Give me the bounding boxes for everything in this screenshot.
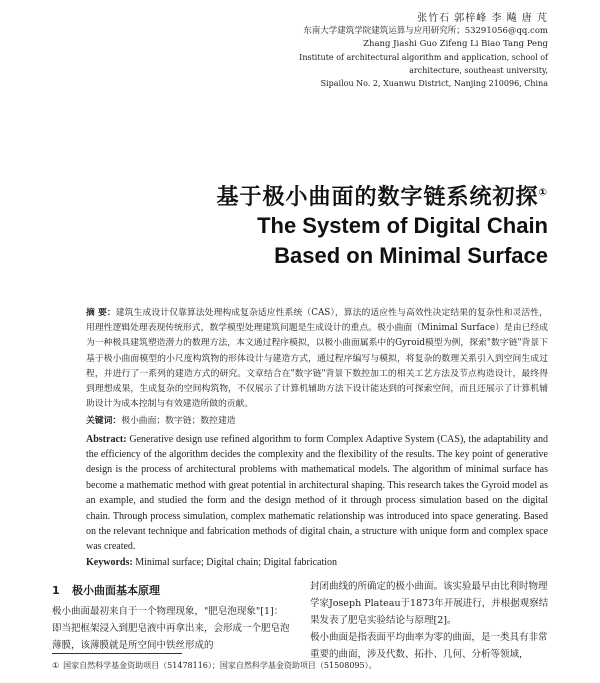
- body-paragraph-left: 极小曲面最初来自于一个物理现象，"肥皂泡现象"[1]：即当把框架浸入到肥皂液中再拿出来，会形成一个肥皂泡薄膜，该薄膜就是所空间中铁丝形成的: [52, 606, 290, 651]
- footnote: [52, 660, 552, 672]
- title-footnote-mark: ①: [538, 187, 548, 199]
- section-heading: [52, 582, 292, 599]
- keywords-en-label: Keywords:: [86, 556, 133, 568]
- footnote-rule: [52, 653, 182, 654]
- keywords-en: [86, 555, 548, 570]
- author-affiliation-en: Institute of architectural algorithm and application, school of architecture, southeast university,: [299, 53, 548, 75]
- abstract-en-text: Generative design use refined algorithm to form Complex Adaptive System (CAS), the adaptability and the efficiency of the algorithm decides the complexity and the flexibility of the results. The key point of generative design is the process of architectural problems with mathematical models. The algorithm of minimal surface has become a mathematic method with great potential in architectural shaping. This research takes the Gyroid model as an example, and studied the form and the design method of it through process simulation based on the digital chain. Through process simulation, complex mathematic relationship was introduced into space generating. Based on the relevant technique and fabrication methods of digital chain, a structure with unique form and complex space was created.: [86, 433, 548, 553]
- author-address-en: Sipailou No. 2, Xuanwu District, Nanjing 210096, China: [320, 79, 548, 88]
- abstract-cn-label: 摘 要：: [86, 308, 116, 318]
- keywords-cn-text: 极小曲面；数字链；数控建造: [121, 416, 236, 427]
- body-paragraph-right-1: 封闭曲线的所确定的极小曲面。该实验最早由比利时物理学家Joseph Plateau于1873年开展进行，并根据观察结果发表了肥皂实验结论与原理[2]。: [310, 581, 549, 626]
- footnote-mark: ①: [52, 661, 60, 670]
- author-affiliation-cn: 东南大学建筑学院建筑运算与应用研究所；53291056@qq.com: [303, 26, 548, 36]
- body-paragraph-right-2: 极小曲面是指表面平均曲率为零的曲面，是一类具有非常重要的曲面，涉及代数、拓扑、几何、分析等领域，: [310, 632, 548, 660]
- abstract-block: [86, 306, 548, 570]
- body-column-left: [52, 582, 292, 654]
- abstract-cn-text: 建筑生成设计仅靠算法处理构成复杂适应性系统（CAS），算法的适应性与高效性决定结果的复杂性和灵活性，用理性逻辑处理表现传统形式，数学模型处理建筑问题是生成设计的重点。极小曲面（Minimal Surface）是由已经成为一种极具建筑塑造潜力的数理方法，本文通过程序模拟，以极小曲面属系中的Gyroid模型为例，探索"数字链"背景下基于极小曲面模型的小尺度构筑物的形体设计与建造方式，通过程序编写与模拟，将复杂的数理关系引入到空间生成过程，并进行了一系列的建造方式的研究。文章结合在"数字链"背景下数控加工的相关工艺方法及节点构造设计，最终得到理想成果，生成复杂的空间构筑物，不仅展示了计算机辅助方法下设计能达到的可探索空间，而且还展示了计算机辅助设计为成本控制与有效建造所做的贡献。: [86, 308, 548, 410]
- author-block: [248, 12, 548, 90]
- author-names-cn: 张竹石 郭梓峰 李 飚 唐 芃: [417, 13, 548, 24]
- title-cn: 基于极小曲面的数字链系统初探①: [216, 185, 548, 210]
- abstract-cn: [86, 306, 548, 412]
- abstract-en-label: Abstract:: [86, 433, 127, 445]
- keywords-cn: [86, 414, 548, 429]
- abstract-en: [86, 432, 548, 555]
- title-block: [217, 180, 548, 271]
- section-title: 极小曲面基本原理: [72, 584, 160, 597]
- author-names-en: Zhang Jiashi Guo Zifeng Li Biao Tang Peng: [363, 39, 548, 49]
- title-en-line1: The System of Digital Chain: [257, 213, 548, 238]
- keywords-en-text: Minimal surface; Digital chain; Digital fabrication: [135, 556, 338, 568]
- title-en-line2: Based on Minimal Surface: [274, 243, 548, 268]
- keywords-cn-label: 关键词：: [86, 416, 122, 427]
- footnote-text: 国家自然科学基金资助项目（51478116）；国家自然科学基金资助项目（51508095）。: [63, 661, 377, 670]
- section-number: 1: [52, 584, 60, 597]
- body-column-right: [310, 578, 550, 663]
